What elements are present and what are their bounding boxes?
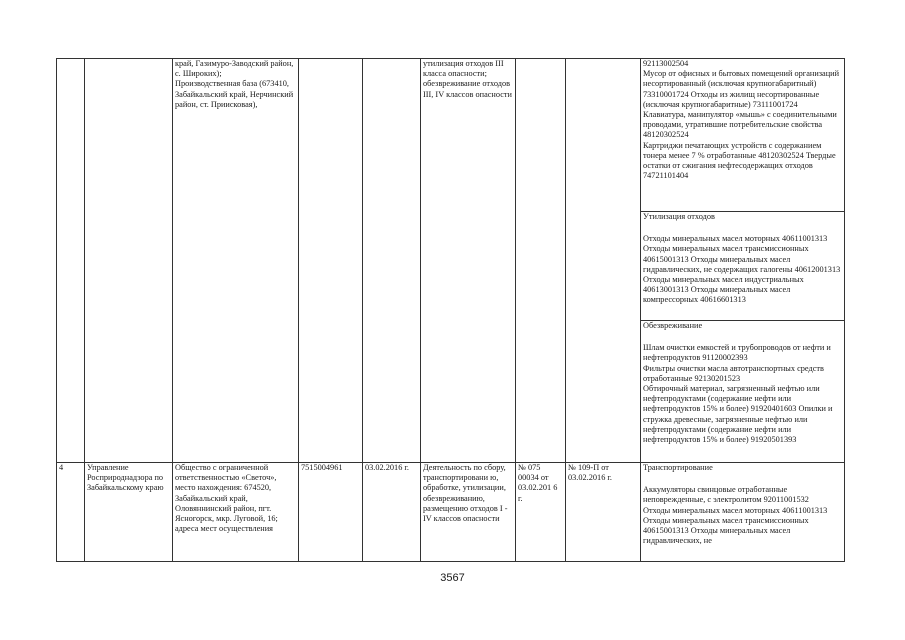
page-number: 3567 [440, 572, 465, 584]
waste-transport-cell [641, 463, 845, 562]
waste-utilization-cell [641, 212, 845, 321]
activity-cell: утилизация отходов III класса опасности; обезвреживание отходов III, IV классов опасности [421, 59, 516, 463]
waste-text: Шлам очистки емкостей и трубопроводов от нефти и нефтепродуктов 91120002393 Фильтры очистки масла автотранспортных средств отработанные 92130201523 Обтирочный материал, загрязненный нефтью или нефтепродуктами (содержание нефти или нефтепродуктов 15% и более) 91920401603 Опилки и стружка древесные, загрязненные нефтью или нефтепродуктами (содержание нефти или нефтепродуктов 15% и более) 91920501393 [643, 343, 833, 445]
date-cell [363, 59, 421, 463]
inn-cell: 7515004961 [299, 463, 363, 562]
inn-cell [299, 59, 363, 463]
waste-neutralization-cell [641, 321, 845, 463]
waste-text: Отходы минеральных масел моторных 40611001313 Отходы минеральных масел трансмиссионных 40615001313 Отходы минеральных масел гидравлических, не содержащих галогены 40612001313 Отходы минеральных масел индустриальных 40613001313 Отходы минеральных масел компрессорных 40616601313 [643, 234, 841, 305]
table-row [57, 463, 845, 562]
date-cell: 03.02.2016 г. [363, 463, 421, 562]
company-address-cell: Общество с ограниченной ответственностью «Светоч», место нахождения: 674520, Забайкальский край, Оловяннинский район, пгт. Ясногорск, мкр. Луговой, 16; адреса мест осуществления [173, 463, 299, 562]
license-cell: № 075 00034 от 03.02.201 6 г. [516, 463, 566, 562]
order-cell: № 109-П от 03.02.2016 г. [566, 463, 641, 562]
license-cell [516, 59, 566, 463]
order-cell [566, 59, 641, 463]
activity-cell: Деятельность по сбору, транспортировани ю, обработке, утилизации, обезвреживанию, размещению отходов I - IV классов опасности [421, 463, 516, 562]
section-heading: Транспортирование [643, 463, 713, 472]
authority-cell: Управление Росприроднадзора по Забайкальскому краю [85, 463, 173, 562]
row-number-cell: 4 [57, 463, 85, 562]
waste-text: Аккумуляторы свинцовые отработанные неповрежденные, с электролитом 92011001532 Отходы минеральных масел моторных 40611001313 Отходы минеральных масел трансмиссионных 40615001313 Отходы минеральных масел гидравлических, не [643, 485, 828, 546]
authority-cell [85, 59, 173, 463]
section-heading: Обезвреживание [643, 321, 703, 330]
row-number-cell [57, 59, 85, 463]
waste-list-cell: 92113002504 Мусор от офисных и бытовых помещений организаций несортированный (исключая крупногабаритный) 73310001724 Отходы из жилищ несортированные (исключая крупногабаритные) 73111001724 Клавиатура, манипулятор «мышь» с соединительными проводами, утратившие потребительские свойства 48120302524 Картриджи печатающих устройств с содержанием тонера менее 7 % отработанные 48120302524 Твердые остатки от сжигания нефтесодержащих отходов 74721101404 [641, 59, 845, 212]
company-address-cell: край, Газимуро-Заводский район, с. Широких); Производственная база (673410, Забайкальский край, Нерчинский район, ст. Приисковая), [173, 59, 299, 463]
section-heading: Утилизация отходов [643, 212, 715, 221]
table-row [57, 59, 845, 212]
license-register-table [56, 58, 845, 562]
